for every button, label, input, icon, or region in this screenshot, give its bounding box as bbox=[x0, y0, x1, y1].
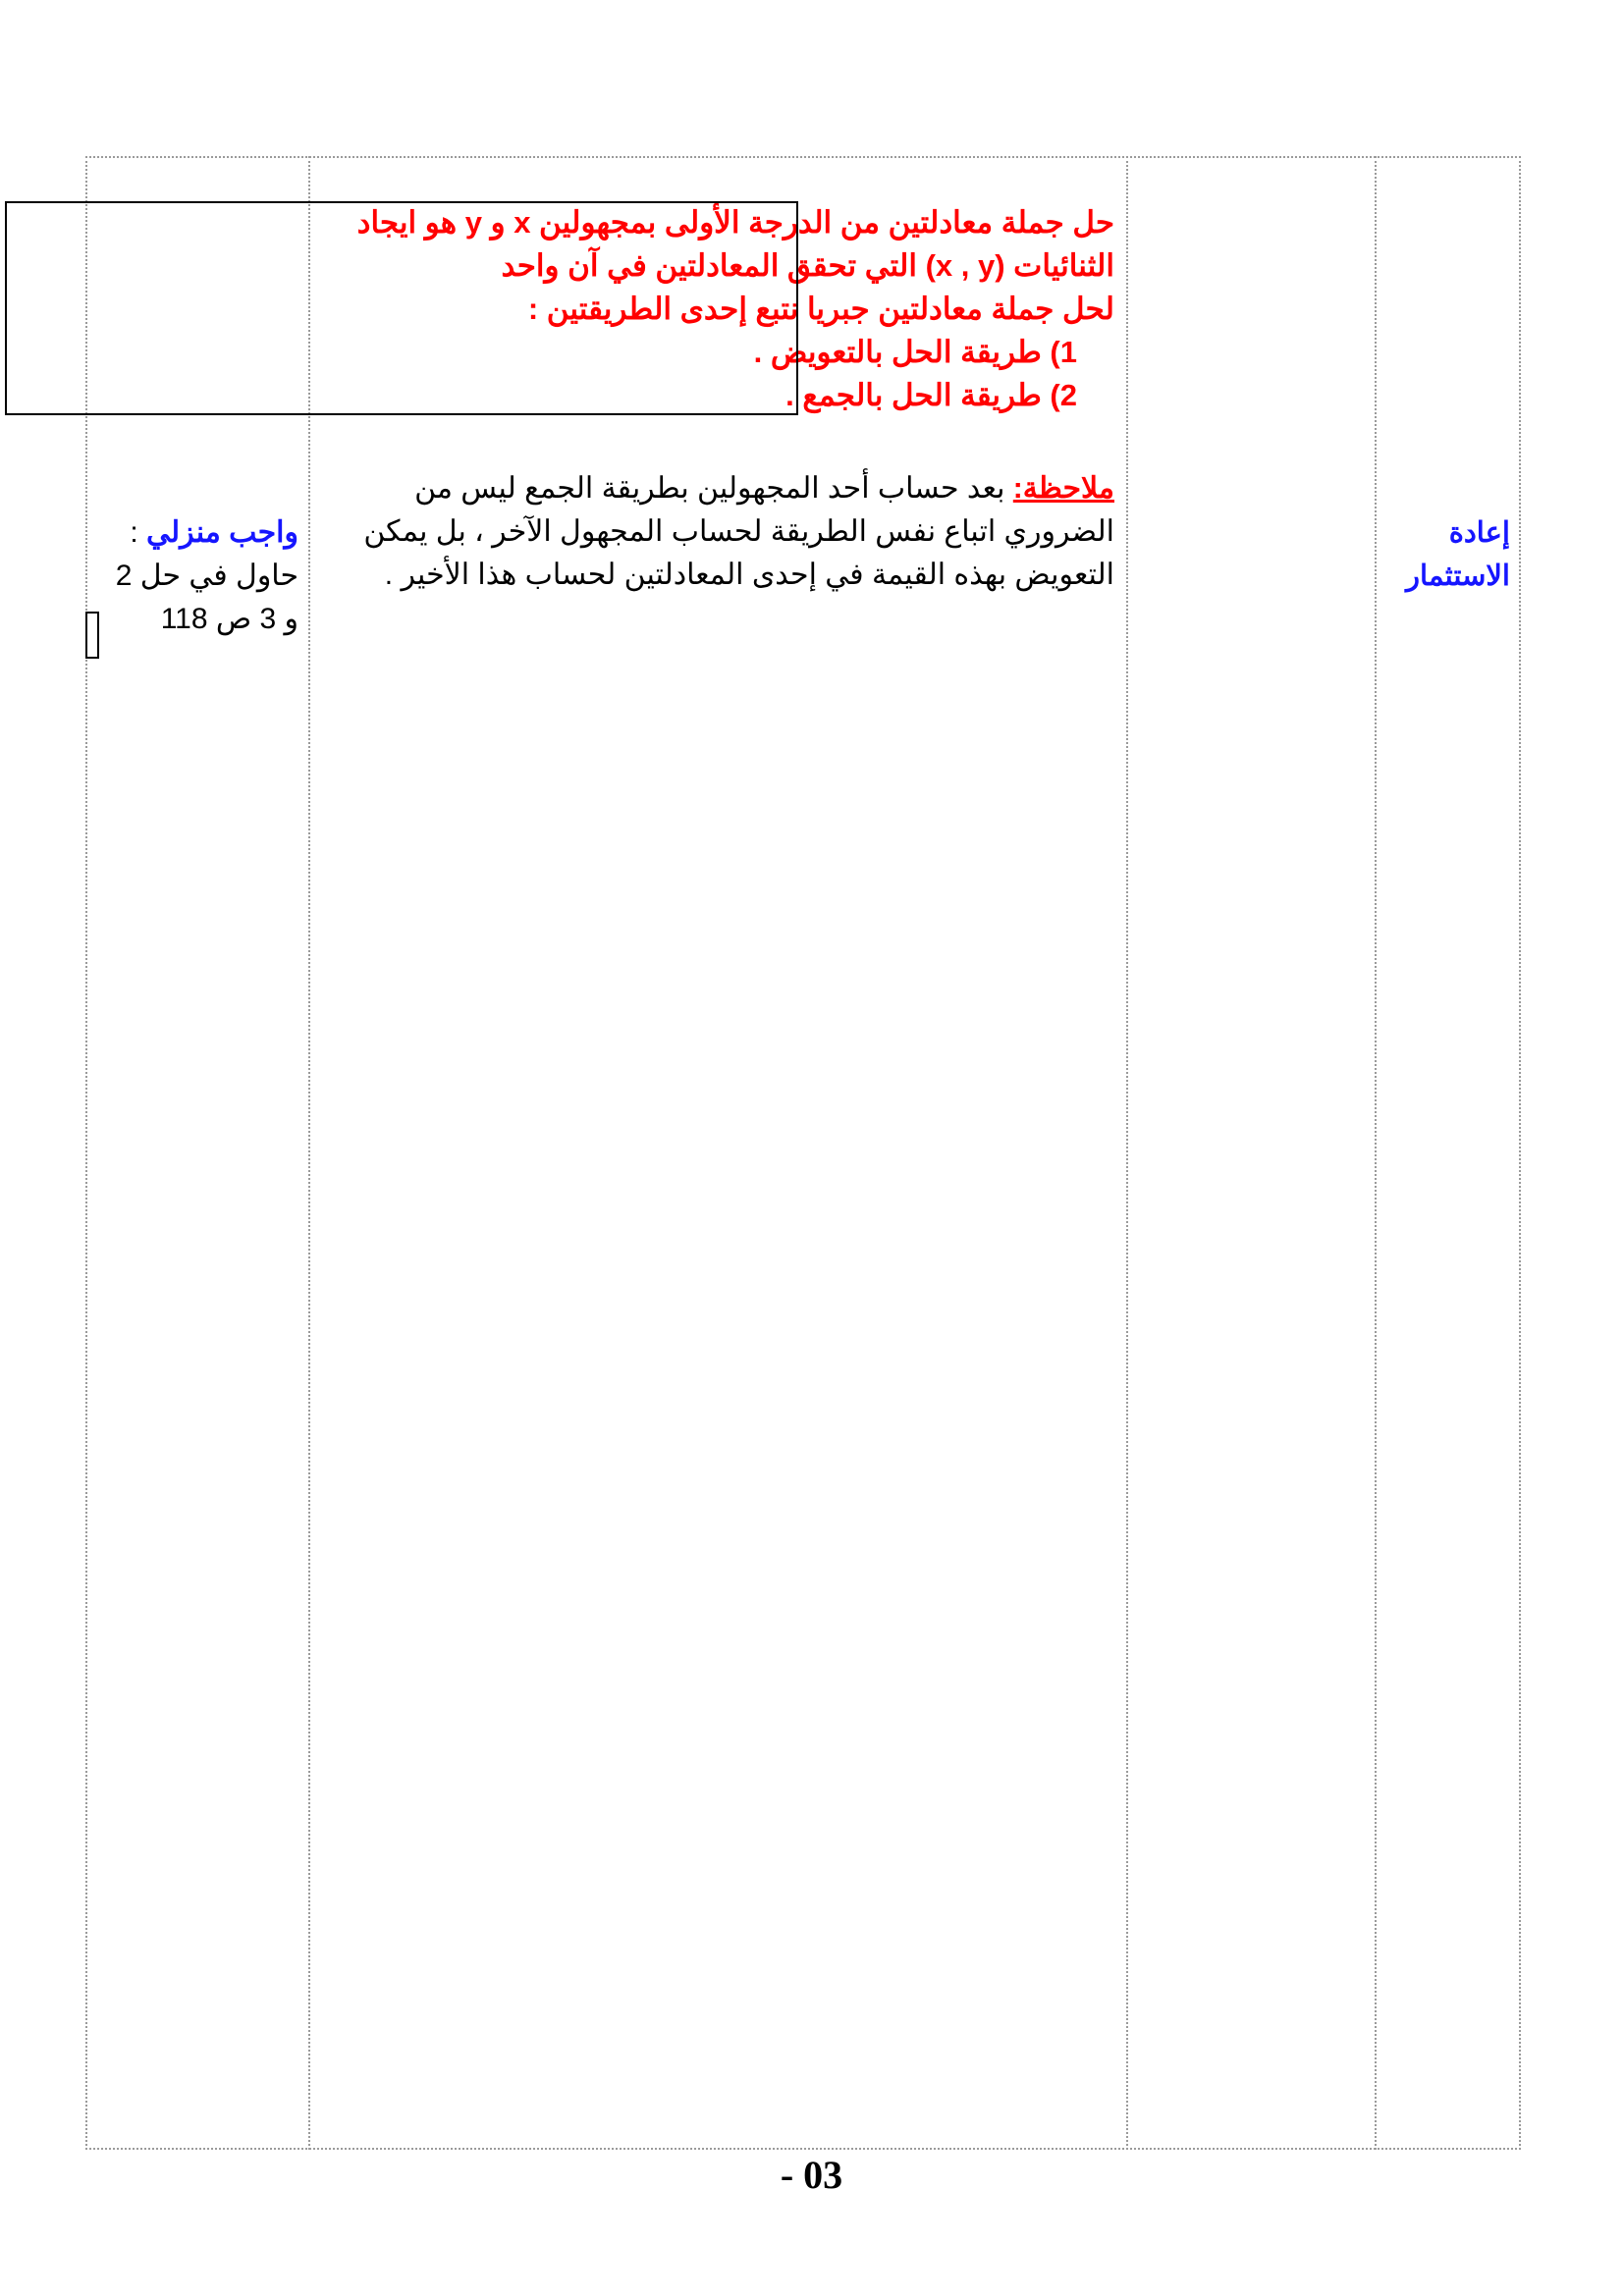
phase-line-2: الاستثمار bbox=[1405, 561, 1510, 592]
missing-glyph-box bbox=[85, 612, 99, 659]
note-text: بعد حساب أحد المجهولين بطريقة الجمع ليس من الضروري اتباع نفس الطريقة لحساب المجهول الآخر ، بل يمكن التعويض بهذه القيمة في إحدى المعادلتين لحساب هذا الأخير . bbox=[363, 472, 1114, 591]
overlay-rectangle bbox=[5, 201, 798, 415]
column-divider-content bbox=[1126, 156, 1128, 2150]
note-paragraph bbox=[334, 467, 1114, 597]
methods-intro: لحل جملة معادلتين جبريا نتبع إحدى الطريقتين : bbox=[527, 292, 1114, 326]
column-divider-phase bbox=[1375, 156, 1377, 2150]
note-label: ملاحظة: bbox=[1012, 472, 1114, 505]
method-addition: 2) طريقة الحل بالجمع . bbox=[785, 378, 1077, 412]
lesson-table bbox=[85, 156, 1521, 2150]
homework-cell bbox=[102, 511, 298, 641]
definition-line-2: الثنائيات (x , y) التي تحقق المعادلتين في آن واحد bbox=[501, 248, 1114, 283]
homework-colon: : bbox=[130, 516, 147, 549]
column-divider-homework bbox=[308, 156, 310, 2150]
phase-line-1: إعادة bbox=[1448, 517, 1510, 549]
homework-label: واجب منزلي bbox=[146, 516, 298, 549]
method-substitution: 1) طريقة الحل بالتعويض . bbox=[753, 335, 1077, 369]
definition-line-1: حل جملة معادلتين من الدرجة الأولى بمجهولين x و y هو ايجاد bbox=[356, 205, 1114, 240]
phase-cell bbox=[1377, 511, 1510, 598]
homework-text: حاول في حل 2 و 3 ص 118 bbox=[115, 560, 298, 635]
page-number: - 03 bbox=[780, 2153, 843, 2197]
